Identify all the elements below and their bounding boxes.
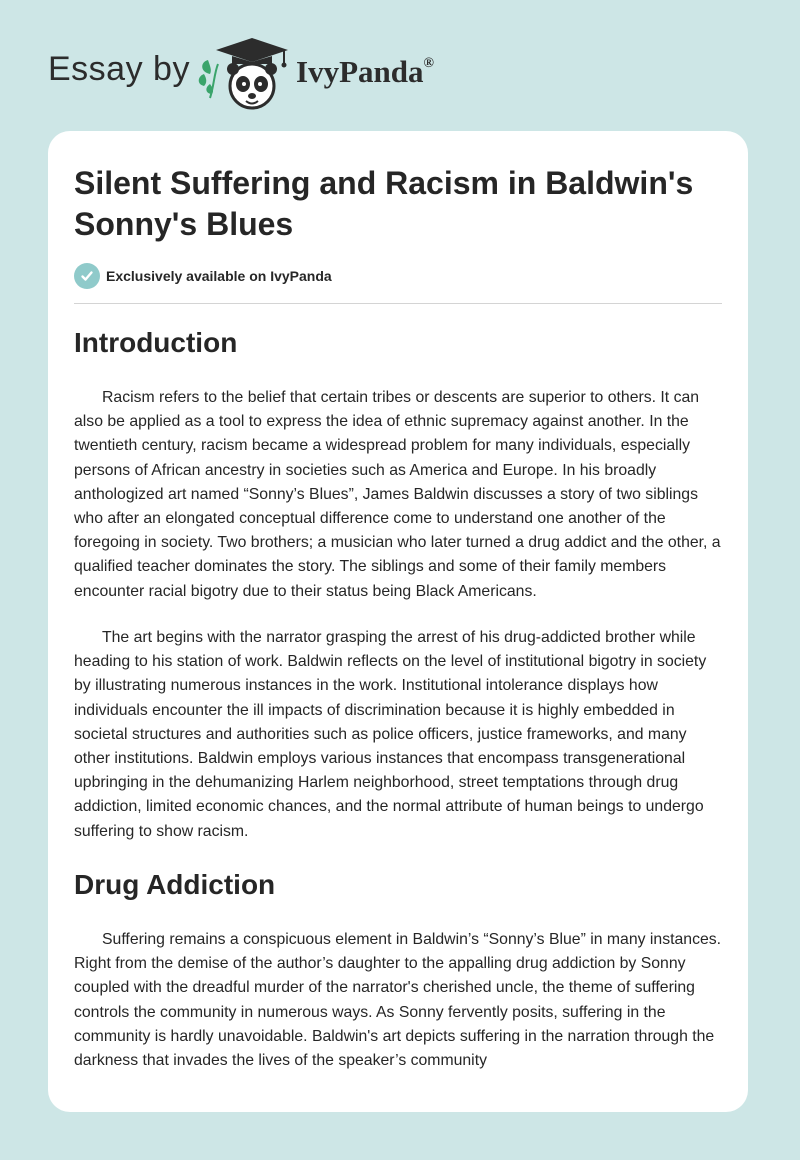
essay-card	[48, 131, 748, 1112]
section-heading-drug-addiction: Drug Addiction	[74, 869, 276, 900]
paragraph: The art begins with the narrator grasping the arrest of his drug-addicted brother while heading to his station of work. Baldwin reflects on the level of institutional bigotry in society by illustrating numerous instances in the work. Institutional intolerance displays how individuals encounter the ill impacts of discrimination because it is highly embedded in societal structures and authorities such as police officers, justice frameworks, and many other institutions. Baldwin employs various instances that encompass transgenerational upbringing in the dehumanizing Harlem neighborhood, street temptations through drug addiction, limited economic chances, and the normal attribute of human beings to undergo suffering to show racism.	[74, 629, 707, 840]
brand-name[interactable]	[296, 54, 434, 90]
exclusive-badge	[74, 263, 332, 289]
ivypanda-logo-icon[interactable]	[196, 34, 288, 110]
site-header	[0, 0, 800, 130]
brand-label: IvyPanda	[296, 54, 424, 89]
badge-label: Exclusively available on IvyPanda	[106, 268, 332, 284]
page-title: Silent Suffering and Racism in Baldwin's Sonny's Blues	[74, 165, 694, 242]
paragraph: Racism refers to the belief that certain tribes or descents are superior to others. It can also be applied as a tool to express the idea of ethnic supremacy against another. In the twentieth century, racism became a widespread problem for many individuals, especially persons of African ancestry in societies such as America and Europe. In his broadly anthologized art named “Sonny’s Blues”, James Baldwin discusses a story of two siblings who after an elongated conceptual difference come to understand one another of the foregoing in society. Two brothers; a musician who later turned a drug addict and the other, a qualified teacher dominates the story. The siblings and some of their family members encounter racial bigotry due to their status being Black Americans.	[74, 389, 721, 600]
section-heading-introduction: Introduction	[74, 327, 238, 358]
paragraph: Suffering remains a conspicuous element in Baldwin’s “Sonny’s Blue” in many instances. Right from the demise of the author’s daughter to the appalling drug addiction by Sonny coupled with the dreadful murder of the narrator's cherished uncle, the theme of suffering controls the community in numerous ways. As Sonny fervently posits, suffering in the community is hardly unavoidable. Baldwin's art depicts suffering in the narration through the darkness that invades the lives of the speaker’s community	[74, 931, 722, 1070]
checkmark-icon	[74, 263, 100, 289]
essay-by-label: Essay by	[48, 50, 190, 88]
divider	[74, 303, 722, 304]
registered-mark: ®	[423, 55, 434, 71]
